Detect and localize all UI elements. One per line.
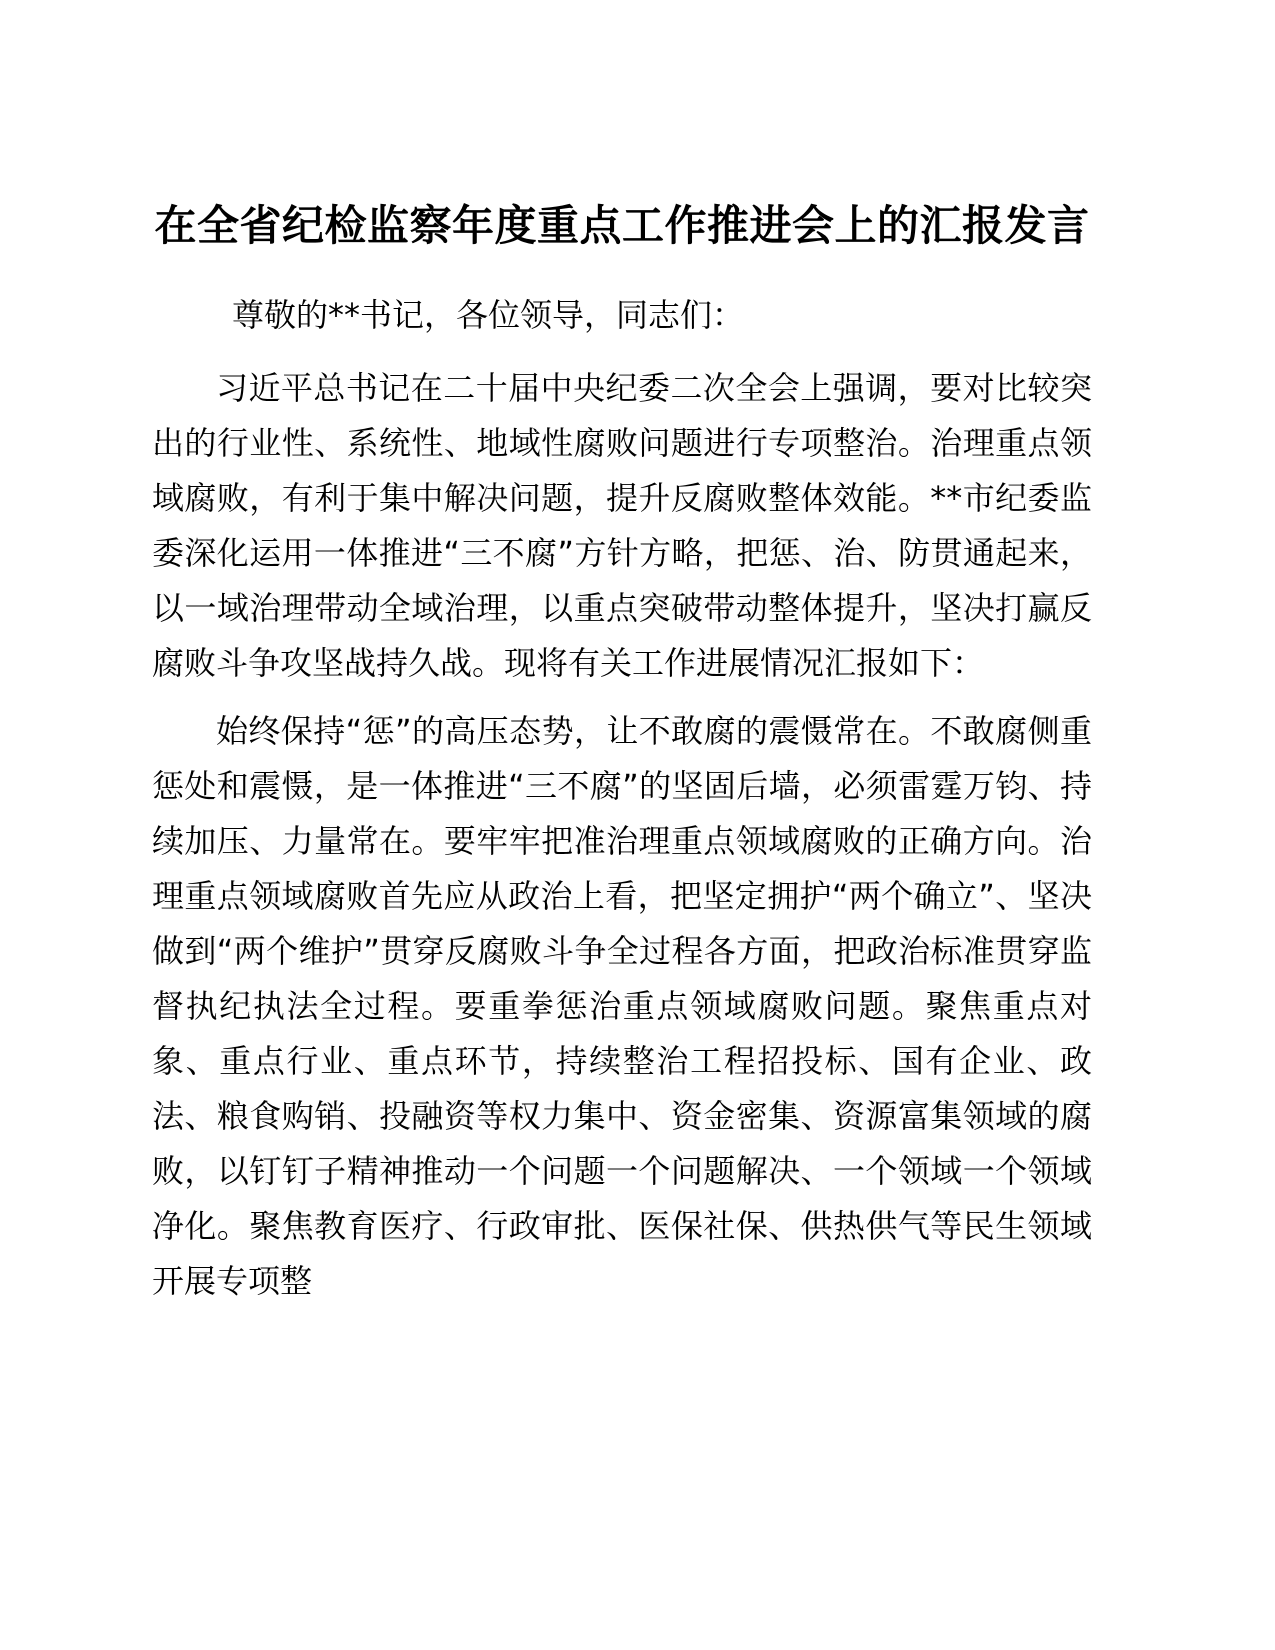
salutation-line: 尊敬的**书记，各位领导，同志们：	[232, 296, 745, 334]
body-paragraph-2: 始终保持“惩”的高压态势，让不敢腐的震慑常在。不敢腐侧重惩处和震慑，是一体推进“三不腐”的坚固后墙，必须雷霆万钧、持续加压、力量常在。要牢牢把准治理重点领域腐败的正确方向。治理重点领域腐败首先应从政治上看，把坚定拥护“两个确立”、坚决做到“两个维护”贯穿反腐败斗争全过程各方面，把政治标准贯穿监督执纪执法全过程。要重拳惩治重点领域腐败问题。聚焦重点对象、重点行业、重点环节，持续整治工程招投标、国有企业、政法、粮食购销、投融资等权力集中、资金密集、资源富集领域的腐败，以钉钉子精神推动一个问题一个问题解决、一个领域一个领域净化。聚焦教育医疗、行政审批、医保社保、供热供气等民生领域开展专项整	[152, 712, 1092, 1300]
body-paragraph-1: 习近平总书记在二十届中央纪委二次全会上强调，要对比较突出的行业性、系统性、地域性腐败问题进行专项整治。治理重点领域腐败，有利于集中解决问题，提升反腐败整体效能。**市纪委监委深化运用一体推进“三不腐”方针方略，把惩、治、防贯通起来，以一域治理带动全域治理，以重点突破带动整体提升，坚决打赢反腐败斗争攻坚战持久战。现将有关工作进展情况汇报如下：	[152, 369, 1092, 682]
document-content	[152, 0, 1092, 1309]
page-title: 在全省纪检监察年度重点工作推进会上的汇报发言	[154, 201, 1090, 250]
